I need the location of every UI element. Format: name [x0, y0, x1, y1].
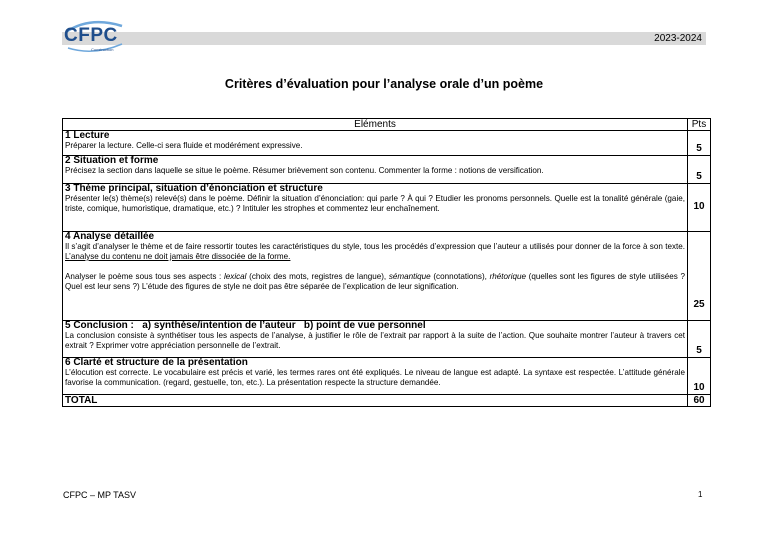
criteria-cell	[63, 321, 688, 358]
section-heading: 1 Lecture	[65, 130, 110, 141]
points-cell: 5	[688, 156, 711, 184]
section-body: Précisez la section dans laquelle se situe le poème. Résumer brièvement son contenu. Commenter la forme : notions de versification.	[65, 166, 544, 175]
total-row	[63, 395, 711, 407]
table-row	[63, 131, 711, 156]
paragraph-text: (choix des mots, registres de langue),	[246, 272, 389, 281]
paragraph-text: (quelles sont les figures de style utilisées ? Quel est leur sens ?) L’étude des figures de style ne doit pas être séparée de l’explication de leur signification.	[65, 272, 685, 291]
section-body-paragraph-2	[65, 272, 685, 292]
section-heading: 3 Thème principal, situation d’énonciation et structure	[65, 183, 323, 194]
table-row	[63, 184, 711, 232]
header-bar	[62, 32, 706, 45]
section-body: L’élocution est correcte. Le vocabulaire est précis et varié, les termes rares ont été expliqués. Le niveau de langue est adapté. La syntaxe est respectée. L’attitude générale favorise la communication. (regard, gestuelle, ton, etc.). La présentation respecte la structure demandée.	[65, 368, 685, 387]
section-heading: 5 Conclusion : a) synthèse/intention de l’auteur b) point de vue personnel	[65, 320, 426, 331]
underlined-remark: L’analyse du contenu ne doit jamais être dissociée de la forme.	[65, 252, 291, 261]
criteria-cell	[63, 184, 688, 232]
criteria-cell	[63, 156, 688, 184]
section-body: La conclusion consiste à synthétiser tous les aspects de l’analyse, à justifier le rôle de l’extrait par rapport à la suite de l’action. Que souhaite montrer l’auteur à travers cet extrait ? Exprimer votre appréciation personnelle de l’extrait.	[65, 331, 685, 350]
table-row	[63, 358, 711, 395]
logo-text: CFPC	[64, 25, 118, 46]
column-header-elements: Eléments	[63, 119, 688, 131]
points-cell: 10	[688, 184, 711, 232]
column-header-pts: Pts	[688, 119, 711, 131]
table-row	[63, 232, 711, 321]
criteria-cell	[63, 131, 688, 156]
italic-term: sémantique	[388, 272, 431, 281]
criteria-table	[62, 118, 711, 407]
paragraph-text: Analyser le poème sous tous ses aspects :	[65, 272, 224, 281]
italic-term: rhétorique	[489, 272, 527, 281]
section-body-paragraph-1	[65, 242, 685, 262]
school-year: 2023-2024	[654, 33, 702, 44]
total-label: TOTAL	[63, 395, 688, 407]
table-header-row	[63, 119, 711, 131]
section-heading: 2 Situation et forme	[65, 155, 159, 166]
table-row	[63, 321, 711, 358]
paragraph-text: Il s’agit d’analyser le thème et de faire ressortir toutes les caractéristiques du style, tous les procédés d’expression que l’auteur a utilisés pour donner de la force à son texte.	[65, 242, 685, 251]
footer-course: CFPC – MP TASV	[63, 490, 137, 500]
section-body: Présenter le(s) thème(s) relevé(s) dans le poème. Définir la situation d’énonciation: qui parle ? À qui ? Etudier les pronoms personnels. Quelle est la tonalité générale (gaie, triste, comique, humoristique, dramatique, etc.) ? Intituler les strophes et commentez leur enchaînement.	[65, 194, 685, 213]
points-cell: 25	[688, 232, 711, 321]
criteria-cell	[63, 358, 688, 395]
section-body: Préparer la lecture. Celle-ci sera fluide et modérément expressive.	[65, 141, 303, 150]
table-row	[63, 156, 711, 184]
section-heading: 4 Analyse détaillée	[65, 231, 155, 242]
logo-subtext: Construction	[91, 47, 114, 52]
total-points: 60	[688, 395, 711, 407]
page-title: Critères d’évaluation pour l’analyse orale d’un poème	[224, 77, 544, 91]
points-cell: 10	[688, 358, 711, 395]
page-number: 1	[698, 490, 703, 499]
section-heading: 6 Clarté et structure de la présentation	[65, 357, 248, 368]
points-cell: 5	[688, 321, 711, 358]
criteria-cell	[63, 232, 688, 321]
points-cell: 5	[688, 131, 711, 156]
paragraph-text: (connotations),	[430, 272, 490, 281]
cfpc-logo	[60, 18, 130, 54]
italic-term: lexical	[223, 272, 247, 281]
